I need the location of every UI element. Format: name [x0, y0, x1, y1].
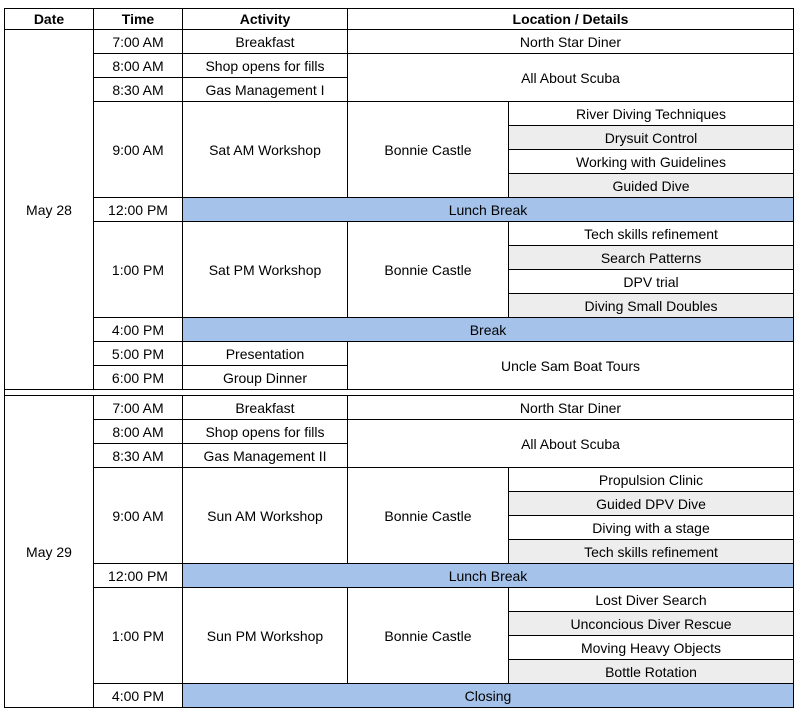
time-cell: 6:00 PM — [94, 366, 183, 390]
table-row — [5, 54, 794, 78]
detail-cell: Drysuit Control — [509, 126, 794, 150]
closing-cell: Closing — [183, 684, 794, 708]
detail-cell: DPV trial — [509, 270, 794, 294]
table-row — [5, 318, 794, 342]
lunch-break-cell: Lunch Break — [183, 198, 794, 222]
detail-cell: Lost Diver Search — [509, 588, 794, 612]
activity-cell: Sun AM Workshop — [183, 468, 348, 564]
time-cell: 4:00 PM — [94, 318, 183, 342]
detail-cell: Unconcious Diver Rescue — [509, 612, 794, 636]
time-cell: 8:00 AM — [94, 420, 183, 444]
detail-cell: Propulsion Clinic — [509, 468, 794, 492]
location-cell: All About Scuba — [348, 54, 794, 102]
time-cell: 4:00 PM — [94, 684, 183, 708]
detail-cell: Diving Small Doubles — [509, 294, 794, 318]
location-cell: Bonnie Castle — [348, 102, 509, 198]
location-cell: Bonnie Castle — [348, 468, 509, 564]
location-cell: All About Scuba — [348, 420, 794, 468]
time-cell: 9:00 AM — [94, 102, 183, 198]
time-cell: 7:00 AM — [94, 396, 183, 420]
header-time: Time — [94, 9, 183, 30]
detail-cell: Bottle Rotation — [509, 660, 794, 684]
table-row — [5, 198, 794, 222]
table-row — [5, 222, 794, 246]
location-cell: North Star Diner — [348, 30, 794, 54]
header-activity: Activity — [183, 9, 348, 30]
time-cell: 5:00 PM — [94, 342, 183, 366]
table-row — [5, 396, 794, 420]
break-cell: Break — [183, 318, 794, 342]
schedule-table — [4, 8, 794, 708]
detail-cell: Guided DPV Dive — [509, 492, 794, 516]
time-cell: 8:00 AM — [94, 54, 183, 78]
activity-cell: Breakfast — [183, 396, 348, 420]
activity-cell: Breakfast — [183, 30, 348, 54]
table-row — [5, 564, 794, 588]
detail-cell: Tech skills refinement — [509, 222, 794, 246]
header-location: Location / Details — [348, 9, 794, 30]
date-cell: May 29 — [5, 396, 94, 708]
location-cell: Uncle Sam Boat Tours — [348, 342, 794, 390]
activity-cell: Gas Management II — [183, 444, 348, 468]
activity-cell: Group Dinner — [183, 366, 348, 390]
date-cell: May 28 — [5, 30, 94, 390]
detail-cell: Tech skills refinement — [509, 540, 794, 564]
table-row — [5, 468, 794, 492]
time-cell: 12:00 PM — [94, 564, 183, 588]
activity-cell: Sun PM Workshop — [183, 588, 348, 684]
activity-cell: Shop opens for fills — [183, 54, 348, 78]
table-row — [5, 342, 794, 366]
detail-cell: Guided Dive — [509, 174, 794, 198]
activity-cell: Presentation — [183, 342, 348, 366]
location-cell: North Star Diner — [348, 396, 794, 420]
activity-cell: Gas Management I — [183, 78, 348, 102]
location-cell: Bonnie Castle — [348, 588, 509, 684]
detail-cell: Working with Guidelines — [509, 150, 794, 174]
activity-cell: Sat AM Workshop — [183, 102, 348, 198]
time-cell: 1:00 PM — [94, 588, 183, 684]
detail-cell: Diving with a stage — [509, 516, 794, 540]
lunch-break-cell: Lunch Break — [183, 564, 794, 588]
detail-cell: Search Patterns — [509, 246, 794, 270]
time-cell: 8:30 AM — [94, 444, 183, 468]
table-row — [5, 588, 794, 612]
header-date: Date — [5, 9, 94, 30]
header-row — [5, 9, 794, 30]
activity-cell: Shop opens for fills — [183, 420, 348, 444]
activity-cell: Sat PM Workshop — [183, 222, 348, 318]
table-row — [5, 102, 794, 126]
time-cell: 1:00 PM — [94, 222, 183, 318]
location-cell: Bonnie Castle — [348, 222, 509, 318]
time-cell: 12:00 PM — [94, 198, 183, 222]
table-row — [5, 684, 794, 708]
table-row — [5, 30, 794, 54]
table-row — [5, 420, 794, 444]
detail-cell: River Diving Techniques — [509, 102, 794, 126]
time-cell: 8:30 AM — [94, 78, 183, 102]
detail-cell: Moving Heavy Objects — [509, 636, 794, 660]
time-cell: 9:00 AM — [94, 468, 183, 564]
time-cell: 7:00 AM — [94, 30, 183, 54]
